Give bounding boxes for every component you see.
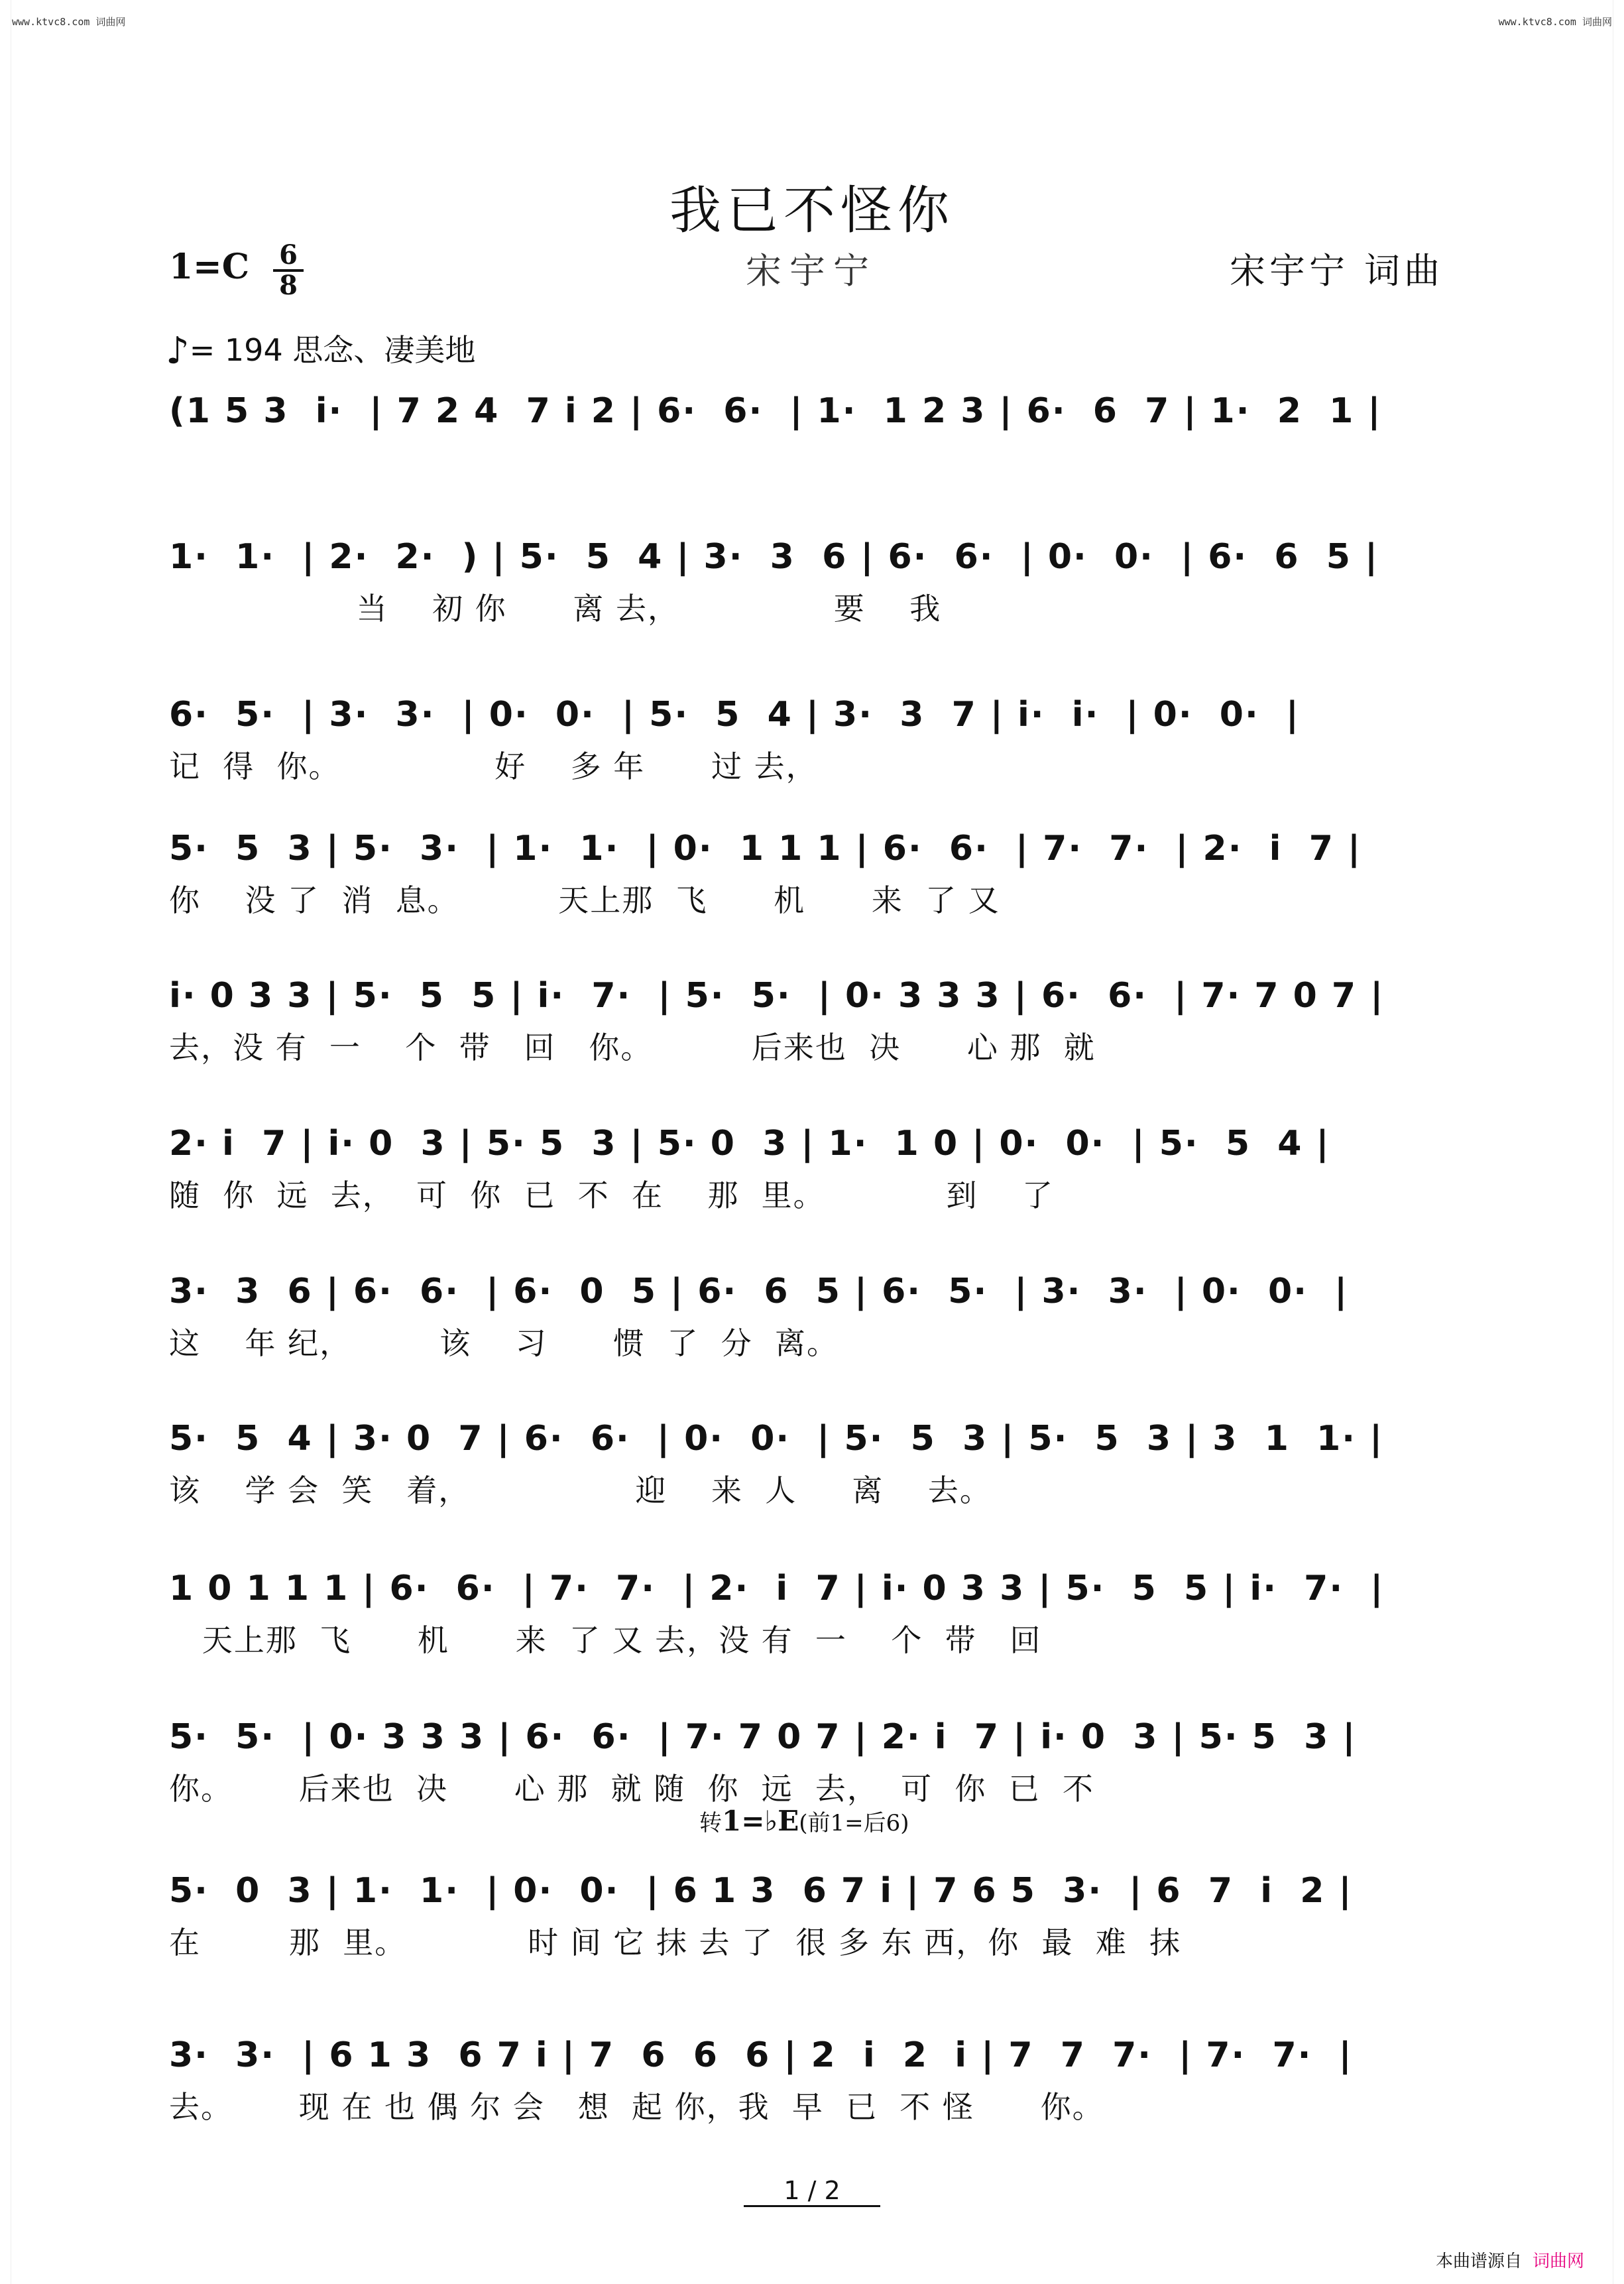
lyric-line: 你 没 了 消 息。 天上那 飞 机 来 了 又 bbox=[169, 882, 1000, 918]
song-title: 我已不怪你 bbox=[669, 181, 955, 241]
key-change-note: (前1=后6) bbox=[799, 1810, 909, 1836]
time-numerator: 6 bbox=[279, 239, 298, 270]
tempo-marking bbox=[166, 326, 475, 373]
tempo-text: = 194 思念、凄美地 bbox=[189, 332, 476, 368]
notation-line: 5· 0 3 | 1· 1· | 0· 0· | 6 1 3 6 7 i | 7 6 5 3· | 6 7 i 2 | bbox=[169, 1871, 1353, 1911]
source-label: 本曲谱源自 bbox=[1435, 2252, 1522, 2271]
page-number-text: 1 / 2 bbox=[744, 2176, 880, 2207]
lyric-line: 天上那 飞 机 来 了 又 去，没 有 一 个 带 回 bbox=[169, 1622, 1042, 1658]
notation-line: i· 0 3 3 | 5· 5 5 | i· 7· | 5· 5· | 0· 3 3 3 | 6· 6· | 7· 7 0 7 | bbox=[169, 976, 1385, 1016]
lyric-line: 随 你 远 去， 可 你 已 不 在 那 里。 到 了 bbox=[169, 1177, 1055, 1213]
notation-line: 5· 5 3 | 5· 3· | 1· 1· | 0· 1 1 1 | 6· 6· | 7· 7· | 2· i 7 | bbox=[169, 829, 1362, 869]
lyric-line bbox=[169, 443, 1458, 483]
notation-line: (1 5 3 i· | 7 2 4 7 i 2 | 6· 6· | 1· 1 2 3 | 6· 6 7 | 1· 2 1 | bbox=[169, 391, 1382, 431]
page-number bbox=[0, 2176, 1624, 2205]
eighth-note-icon: ♪ bbox=[166, 330, 190, 373]
site-url-right[interactable]: www.ktvc8.com 词曲网 bbox=[1498, 16, 1612, 28]
source-credit bbox=[1436, 2248, 1584, 2272]
right-margin-strip bbox=[1613, 0, 1623, 2284]
key-change-key: 1=♭E bbox=[722, 1805, 799, 1837]
composer-credit: 宋宇宁 词曲 bbox=[1230, 250, 1444, 292]
notation-line: 1 0 1 1 1 | 6· 6· | 7· 7· | 2· i 7 | i· 0 3 3 | 5· 5 5 | i· 7· | bbox=[169, 1569, 1385, 1608]
lyric-line: 该 学 会 笑 着， 迎 来 人 离 去。 bbox=[169, 1473, 992, 1508]
singer-name: 宋宇宁 bbox=[746, 250, 877, 292]
lyric-line: 去。 现 在 也 偶 尔 会 想 起 你，我 早 已 不 怪 你。 bbox=[169, 2089, 1104, 2125]
notation-line: 5· 5· | 0· 3 3 3 | 6· 6· | 7· 7 0 7 | 2· i 7 | i· 0 3 | 5· 5 3 | bbox=[169, 1717, 1357, 1757]
notation-line: 2· i 7 | i· 0 3 | 5· 5 3 | 5· 0 3 | 1· 1 0 | 0· 0· | 5· 5 4 | bbox=[169, 1124, 1330, 1164]
lyric-line: 记 得 你。 好 多 年 过 去， bbox=[169, 749, 818, 784]
notation-line: 6· 5· | 3· 3· | 0· 0· | 5· 5 4 | 3· 3 7 | i· i· | 0· 0· | bbox=[169, 695, 1300, 735]
lyric-line: 在 那 里。 时 间 它 抹 去 了 很 多 东 西，你 最 难 抹 bbox=[169, 1925, 1182, 1960]
time-denominator: 8 bbox=[279, 270, 298, 301]
site-url-left[interactable]: www.ktvc8.com 词曲网 bbox=[12, 16, 126, 28]
lyric-line: 去，没 有 一 个 带 回 你。 后来也 决 心 那 就 bbox=[169, 1030, 1096, 1065]
notation-line: 1· 1· | 2· 2· ) | 5· 5 4 | 3· 3 6 | 6· 6· | 0· 0· | 6· 6 5 | bbox=[169, 537, 1379, 577]
key-change-prefix: 转 bbox=[699, 1810, 722, 1836]
key-signature: 1=C bbox=[169, 247, 250, 287]
left-margin-strip bbox=[1, 0, 11, 2284]
lyric-line: 当 初 你 离 去， 要 我 bbox=[169, 591, 942, 627]
key-change-marking bbox=[699, 1805, 909, 1837]
lyric-line: 这 年 纪， 该 习 惯 了 分 离。 bbox=[169, 1325, 839, 1361]
lyric-line: 你。 后来也 决 心 那 就 随 你 远 去， 可 你 已 不 bbox=[169, 1771, 1094, 1807]
time-signature bbox=[273, 239, 304, 301]
source-brand[interactable]: 词曲网 bbox=[1532, 2252, 1584, 2271]
notation-line: 5· 5 4 | 3· 0 7 | 6· 6· | 0· 0· | 5· 5 3 | 5· 5 3 | 3 1 1· | bbox=[169, 1419, 1384, 1459]
notation-line: 3· 3· | 6 1 3 6 7 i | 7 6 6 6 | 2 i 2 i | 7 7 7· | 7· 7· | bbox=[169, 2035, 1353, 2075]
notation-line: 3· 3 6 | 6· 6· | 6· 0 5 | 6· 6 5 | 6· 5· | 3· 3· | 0· 0· | bbox=[169, 1272, 1349, 1311]
